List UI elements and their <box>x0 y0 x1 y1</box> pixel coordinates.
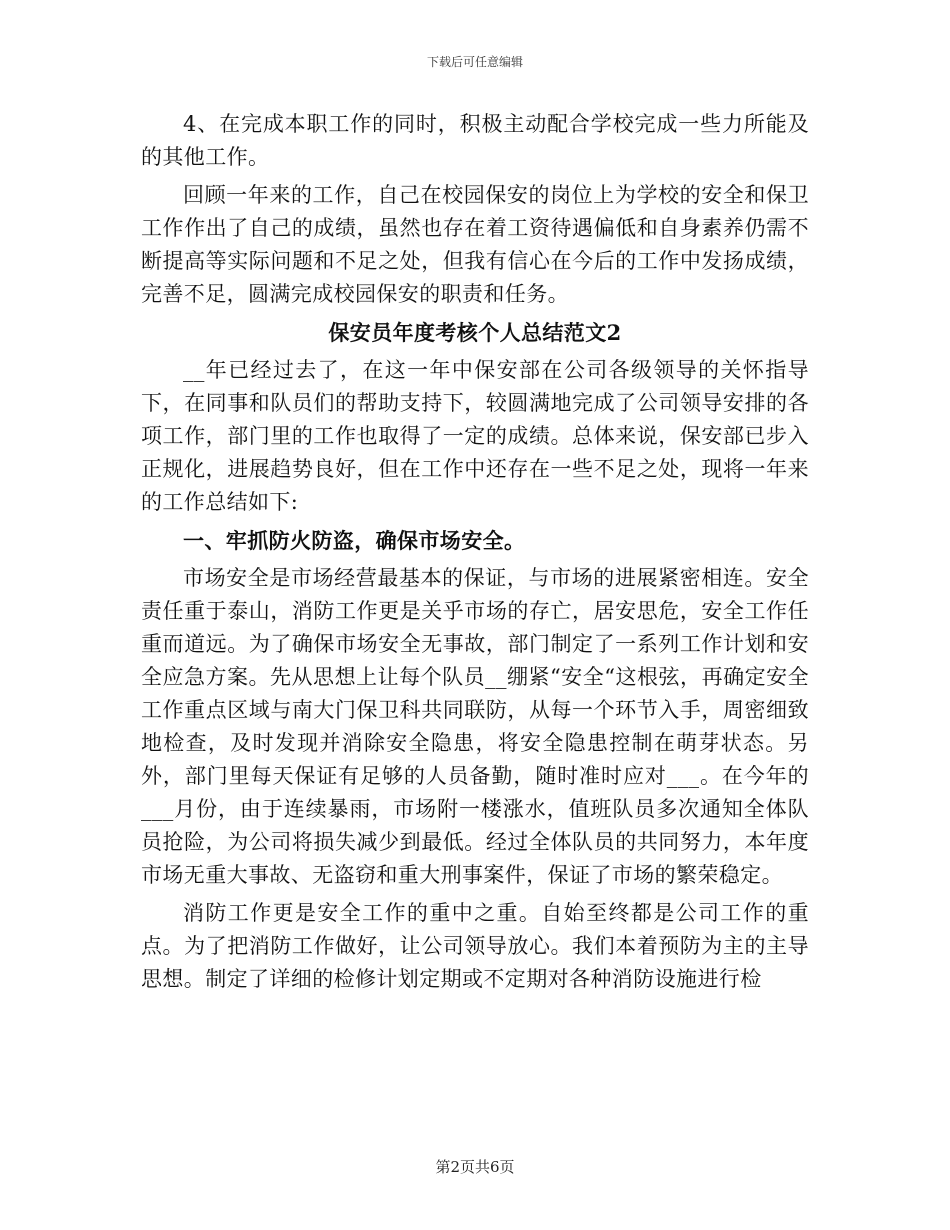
document-body <box>141 108 809 1001</box>
header-note: 下载后可任意编辑 <box>426 55 523 69</box>
paragraph: 4、在完成本职工作的同时，积极主动配合学校完成一些力所能及的其他工作。 <box>141 112 809 169</box>
paragraph: 回顾一年来的工作，自己在校园保安的岗位上为学校的安全和保卫工作作出了自己的成绩，虽然也存在着工资待遇偏低和自身素养仍需不断提高等实际问题和不足之处，但我有信心在今后的工作中发扬成绩，完善不足，圆满完成校园保安的职责和任务。 <box>141 183 809 306</box>
section-title: 保安员年度考核个人总结范文2 <box>328 320 622 345</box>
paragraph: 市场安全是市场经营最基本的保证，与市场的进展紧密相连。安全责任重于泰山，消防工作更是关乎市场的存亡，居安思危，安全工作任重而道远。为了确保市场安全无事故，部门制定了一系列工作计划和安全应急方案。先从思想上让每个队员__绷紧“安全“这根弦，再确定安全工作重点区域与南大门保卫科共同联防，从每一个环节入手，周密细致地检查，及时发现并消除安全隐患，将安全隐患控制在萌芽状态。另外，部门里每天保证有足够的人员备勤，随时准时应对___。在今年的___月份，由于连续暴雨，市场附一楼涨水，值班队员多次通知全体队员抢险，为公司将损失减少到最低。经过全体队员的共同努力，本年度市场无重大事故、无盗窃和重大刑事案件，保证了市场的繁荣稳定。 <box>141 566 809 887</box>
section-heading: 一、牢抓防火防盗，确保市场安全。 <box>183 528 526 553</box>
paragraph: __年已经过去了，在这一年中保安部在公司各级领导的关怀指导下，在同事和队员们的帮助支持下，较圆满地完成了公司领导安排的各项工作，部门里的工作也取得了一定的成绩。总体来说，保安部已步入正规化，进展趋势良好，但在工作中还存在一些不足之处，现将一年来的工作总结如下: <box>141 358 809 514</box>
paragraph: 消防工作更是安全工作的重中之重。自始至终都是公司工作的重点。为了把消防工作做好，让公司领导放心。我们本着预防为主的主导思想。制定了详细的检修计划定期或不定期对各种消防设施进行检 <box>141 901 809 991</box>
page-number: 第2页共6页 <box>435 1158 515 1176</box>
